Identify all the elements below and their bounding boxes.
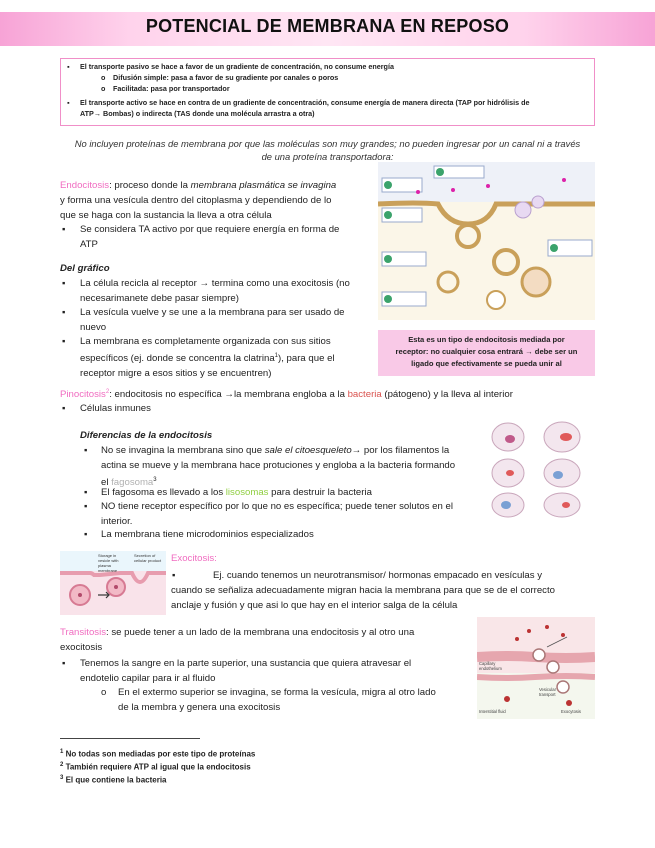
bullet-marker: ▪ (62, 658, 66, 669)
intro-note-line1: No incluyen proteínas de membrana por que las moléculas son muy grandes; no pueden ingresar por un canal ni a través (74, 138, 581, 149)
bullet-marker: ▪ (62, 403, 66, 414)
bullet-line (101, 443, 481, 458)
bullet-marker: ▪ (172, 570, 176, 581)
bullet-line: La célula recicla al receptor → termina como una exocitosis (no (80, 278, 350, 289)
sub-bullet-marker: o (101, 687, 107, 698)
text-span: específicos (ej. donde se concentra la clatrina (80, 353, 275, 365)
endocytosis-figure (378, 162, 595, 320)
facilitated-text: Facilitada: pasa por transportador (113, 84, 230, 93)
active-transport-text: El transporte activo se hace en contra de un gradiente de concentración, consume energía de manera directa (TAP por hidrólisis de (80, 98, 530, 107)
phagocytosis-diagram (484, 417, 596, 519)
text-span: ), para que el (278, 353, 335, 365)
footnote-3 (60, 772, 167, 787)
footnote-text: El que contiene la bacteria (63, 775, 167, 785)
active-transport-text-2: ATP→ Bombas) o indirecta (TAS donde una molécula arrastra a otra) (80, 109, 315, 118)
graph-bullet-2 (80, 305, 370, 335)
page-title: POTENCIAL DE MEMBRANA EN REPOSO (145, 16, 510, 36)
footnote-number: 2 (60, 762, 64, 768)
endocitosis-bullet (80, 222, 370, 252)
text-span: para destruir la bacteria (268, 487, 372, 498)
intro-note-line2: de una proteína transportadora: (261, 151, 394, 162)
sub-bullet-marker: o (101, 84, 106, 93)
transitosis-section (60, 625, 470, 655)
lisosomas-term: lisosomas (225, 487, 269, 498)
transitosis-line1 (60, 625, 470, 640)
italic-span: membrana plasmática se invagina (190, 180, 337, 191)
bullet-marker: ▪ (62, 307, 66, 318)
text-span: el (101, 477, 112, 489)
bullet-line: endotelio capilar para ir al fluido (80, 673, 216, 684)
endocitosis-term: Endocitosis (60, 180, 110, 191)
transitosis-term: Transitosis (60, 627, 107, 638)
pinocitosis-line (60, 385, 600, 402)
endocitosis-section (60, 178, 370, 223)
transitosis-bullet (80, 656, 475, 686)
footnote-number: 1 (60, 749, 64, 755)
bullet-marker: ▪ (67, 98, 70, 107)
bullet-marker: ▪ (84, 445, 88, 456)
simple-diffusion-text: Difusión simple: pasa a favor de su gradiente por canales o poros (113, 73, 339, 82)
exocytosis-figure (60, 551, 166, 615)
diff-bullet-2 (101, 485, 481, 500)
bullet-marker: ▪ (62, 336, 66, 347)
footnote-ref: 3 (153, 477, 157, 483)
footnote-ref: 2 (105, 389, 110, 395)
transcytosis-fig-label-2: Vesicular transport (539, 687, 556, 697)
transitosis-sub-bullet (118, 685, 468, 715)
text-span: : se puede tener a un lado de la membrana una endocitosis y al otro una (106, 627, 415, 638)
endocytosis-diagram (378, 162, 595, 320)
bullet-marker: ▪ (62, 224, 66, 235)
transcytosis-fig-label-3: Exocytosis (561, 709, 582, 714)
footnote-number: 3 (60, 775, 64, 781)
exocytosis-fig-label-1: Storage in vesicle with plasma membrane (98, 553, 119, 573)
graph-bullet-3 (80, 334, 370, 381)
footnote-ref: 1 (274, 353, 278, 359)
bullet-line: NO tiene receptor específico por lo que no es específica; puede tener solutos en el (101, 501, 453, 512)
passive-transport-text: El transporte pasivo se hace a favor de un gradiente de concentración, no consume energía (80, 62, 394, 71)
note-line1: Esta es un tipo de endocitosis mediada por (408, 335, 565, 344)
endocitosis-line2: y forma una vesícula dentro del citoplasma y dependiendo de lo (60, 195, 332, 206)
graph-bullet-1 (80, 276, 370, 306)
endocitosis-line1 (60, 178, 370, 193)
bullet-line: Tenemos la sangre en la parte superior, una sustancia que quiera atravesar el (80, 658, 412, 669)
diff-bullet-3 (101, 499, 491, 529)
transitosis-line2: exocitosis (60, 642, 103, 653)
differences-heading: Diferencias de la endocitosis (80, 430, 213, 441)
bullet-line (80, 349, 370, 366)
sub-bullet-marker: o (101, 73, 106, 82)
text-span: El fagosoma es llevado a los (101, 487, 226, 498)
graph-heading: Del gráfico (60, 263, 110, 274)
transcytosis-fig-label-4: Interstitial fluid (479, 709, 506, 714)
exocitosis-text (171, 568, 595, 613)
bullet-line: ATP (80, 239, 98, 250)
note-line3: ligado que efectivamente se pueda unir al (411, 359, 562, 368)
transcytosis-figure (477, 617, 595, 719)
bullet-line: La vesícula vuelve y se une a la membrana para ser usado de (80, 307, 345, 318)
exocitosis-line2: cuando se señaliza adecuadamente migran hacia la membrana para que se de el correcto (171, 585, 555, 596)
bullet-marker: ▪ (67, 62, 70, 71)
pinocitosis-term: Pinocitosis (60, 389, 106, 401)
bacteria-term: bacteria (347, 389, 382, 401)
receptor-note-box (378, 330, 595, 376)
note-line2: receptor: no cualquier cosa entrará → debe ser un (395, 347, 578, 356)
footnote-divider (60, 738, 200, 739)
bullet-line: Se considera TA activo por que requiere energía en forma de (80, 224, 340, 235)
exocitosis-term (171, 551, 217, 566)
exocitosis-line1: Ej. cuando tenemos un neurotransmisor/ hormonas empacado en vesículas y (213, 570, 543, 581)
text-span: : proceso donde la (109, 180, 191, 191)
text-span: No se invagina la membrana sino que (101, 445, 265, 456)
diff-bullet-1 (101, 443, 481, 490)
fagosoma-term: fagosoma (111, 477, 154, 489)
bullet-line: actina se mueve y la membrana hace protuciones y engloba a la bacteria formando (101, 460, 456, 471)
exocytosis-fig-label-2: Secretion of cellular product (134, 553, 162, 563)
bullet-line: nuevo (80, 322, 107, 333)
bullet-marker: ▪ (62, 278, 66, 289)
exocitosis-label: Exocitosis: (171, 553, 217, 564)
immune-cells-bullet: Células inmunes (80, 403, 151, 414)
transcytosis-fig-label-1: Capillary endothelium (479, 661, 502, 671)
intro-note (60, 137, 595, 163)
text-span: : endocitosis no específica →la membrana engloba a la (109, 389, 348, 401)
bullet-line: En el extermo superior se invagina, se forma la vesícula, migra al otro lado (118, 687, 436, 698)
text-span: (pátogeno) y la lleva al interior (381, 389, 513, 401)
italic-span: sale el citoesqueleto (264, 445, 352, 456)
bullet-marker: ▪ (84, 487, 88, 498)
text-span: → por los filamentos la (351, 445, 450, 456)
exocitosis-line3: anclaje y fusión y que asi lo que hay en el interior salga de la célula (171, 600, 458, 611)
phagocytosis-figure (484, 417, 596, 519)
bullet-marker: ▪ (84, 529, 88, 540)
footnote-text: También requiere ATP al igual que la endocitosis (63, 762, 251, 772)
footnote-text: No todas son mediadas por este tipo de proteínas (63, 749, 256, 759)
bullet-line: receptor migre a esos sitios y se encuentren) (80, 368, 272, 380)
bullet-line: necesarimanete debe pasar siempre) (80, 293, 239, 304)
bullet-line: interior. (101, 516, 133, 527)
bullet-line: La membrana es completamente organizada con sus sitios (80, 336, 331, 347)
diff-bullet-4: La membrana tiene microdominios especializados (101, 529, 314, 540)
bullet-marker: ▪ (84, 501, 88, 512)
bullet-line: de la membra y genera una exocitosis (118, 702, 281, 713)
endocitosis-line3: que se haga con la sustancia la lleva a otra célula (60, 210, 272, 221)
